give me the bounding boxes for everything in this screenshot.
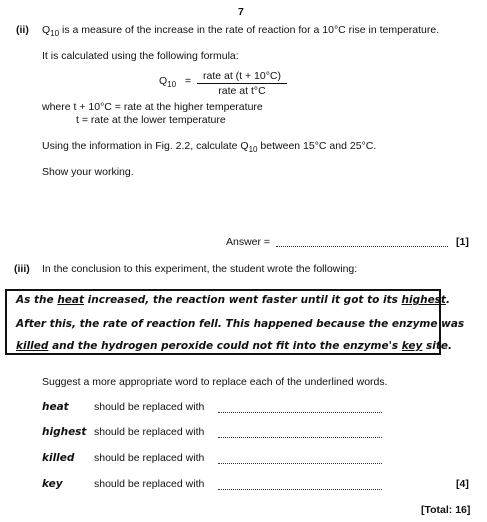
underlined-heat: heat: [57, 294, 85, 306]
total-marks: [Total: 16]: [421, 504, 471, 516]
where-line-1: where t + 10°C = rate at the higher temperature: [42, 101, 263, 113]
page-number: 7: [238, 6, 244, 18]
quote-1-text-c: .: [445, 294, 450, 306]
quote-3-text-a: and the hydrogen peroxide could not fit into the enzyme's: [48, 340, 402, 352]
row-text-heat: should be replaced with: [94, 401, 205, 413]
quote-line-3: [16, 340, 452, 352]
part-ii-marks: [1]: [456, 236, 469, 248]
quote-line-2: After this, the rate of reaction fell. This happened because the enzyme was: [16, 318, 465, 330]
answer-line-key[interactable]: [218, 489, 382, 490]
where-line-2: t = rate at the lower temperature: [76, 114, 226, 126]
answer-label: Answer =: [226, 236, 271, 248]
underlined-highest: highest: [401, 294, 446, 306]
answer-line-heat[interactable]: [218, 412, 382, 413]
formula-numerator: rate at (t + 10°C): [197, 70, 287, 84]
q10-subscript: 10: [50, 29, 60, 38]
calc-text-post: between 15°C and 25°C.: [257, 140, 377, 152]
quote-3-text-b: site.: [422, 340, 452, 352]
underlined-key: key: [401, 340, 423, 352]
suggest-instruction: Suggest a more appropriate word to replace each of the underlined words.: [42, 376, 388, 388]
part-iii-intro: In the conclusion to this experiment, the student wrote the following:: [42, 263, 358, 275]
q10-symbol: Q: [42, 24, 51, 36]
show-working: Show your working.: [42, 166, 134, 178]
answer-line-killed[interactable]: [218, 463, 382, 464]
formula-q: Q: [159, 75, 168, 87]
formula-fraction: [197, 70, 287, 97]
formula-denominator: rate at t°C: [218, 85, 266, 97]
answer-line-highest[interactable]: [218, 437, 382, 438]
formula-q-subscript: 10: [167, 80, 177, 89]
part-iii-label: (iii): [14, 263, 30, 275]
calc-subscript: 10: [248, 145, 258, 154]
q10-definition: [42, 24, 439, 36]
q10-definition-text: is a measure of the increase in the rate of reaction for a 10°C rise in temperature.: [59, 24, 440, 36]
answer-line[interactable]: [276, 246, 448, 247]
formula-intro: It is calculated using the following formula:: [42, 50, 239, 62]
row-text-key: should be replaced with: [94, 478, 205, 490]
part-iii-marks: [4]: [456, 478, 469, 490]
quote-1-text-b: increased, the reaction went faster until it got to its: [84, 294, 402, 306]
calculation-instruction: [42, 140, 376, 152]
row-word-heat: heat: [42, 401, 69, 413]
underlined-killed: killed: [16, 340, 49, 352]
row-text-highest: should be replaced with: [94, 426, 205, 438]
calc-text-pre: Using the information in Fig. 2.2, calculate Q: [42, 140, 249, 152]
row-text-killed: should be replaced with: [94, 452, 205, 464]
row-word-highest: highest: [42, 426, 87, 438]
row-word-key: key: [42, 478, 63, 490]
part-ii-label: (ii): [16, 24, 29, 36]
row-word-killed: killed: [42, 452, 75, 464]
formula-lhs: [159, 75, 191, 87]
quote-line-1: [16, 294, 450, 306]
formula-equals: =: [185, 75, 192, 87]
quote-1-text-a: As the: [16, 294, 58, 306]
